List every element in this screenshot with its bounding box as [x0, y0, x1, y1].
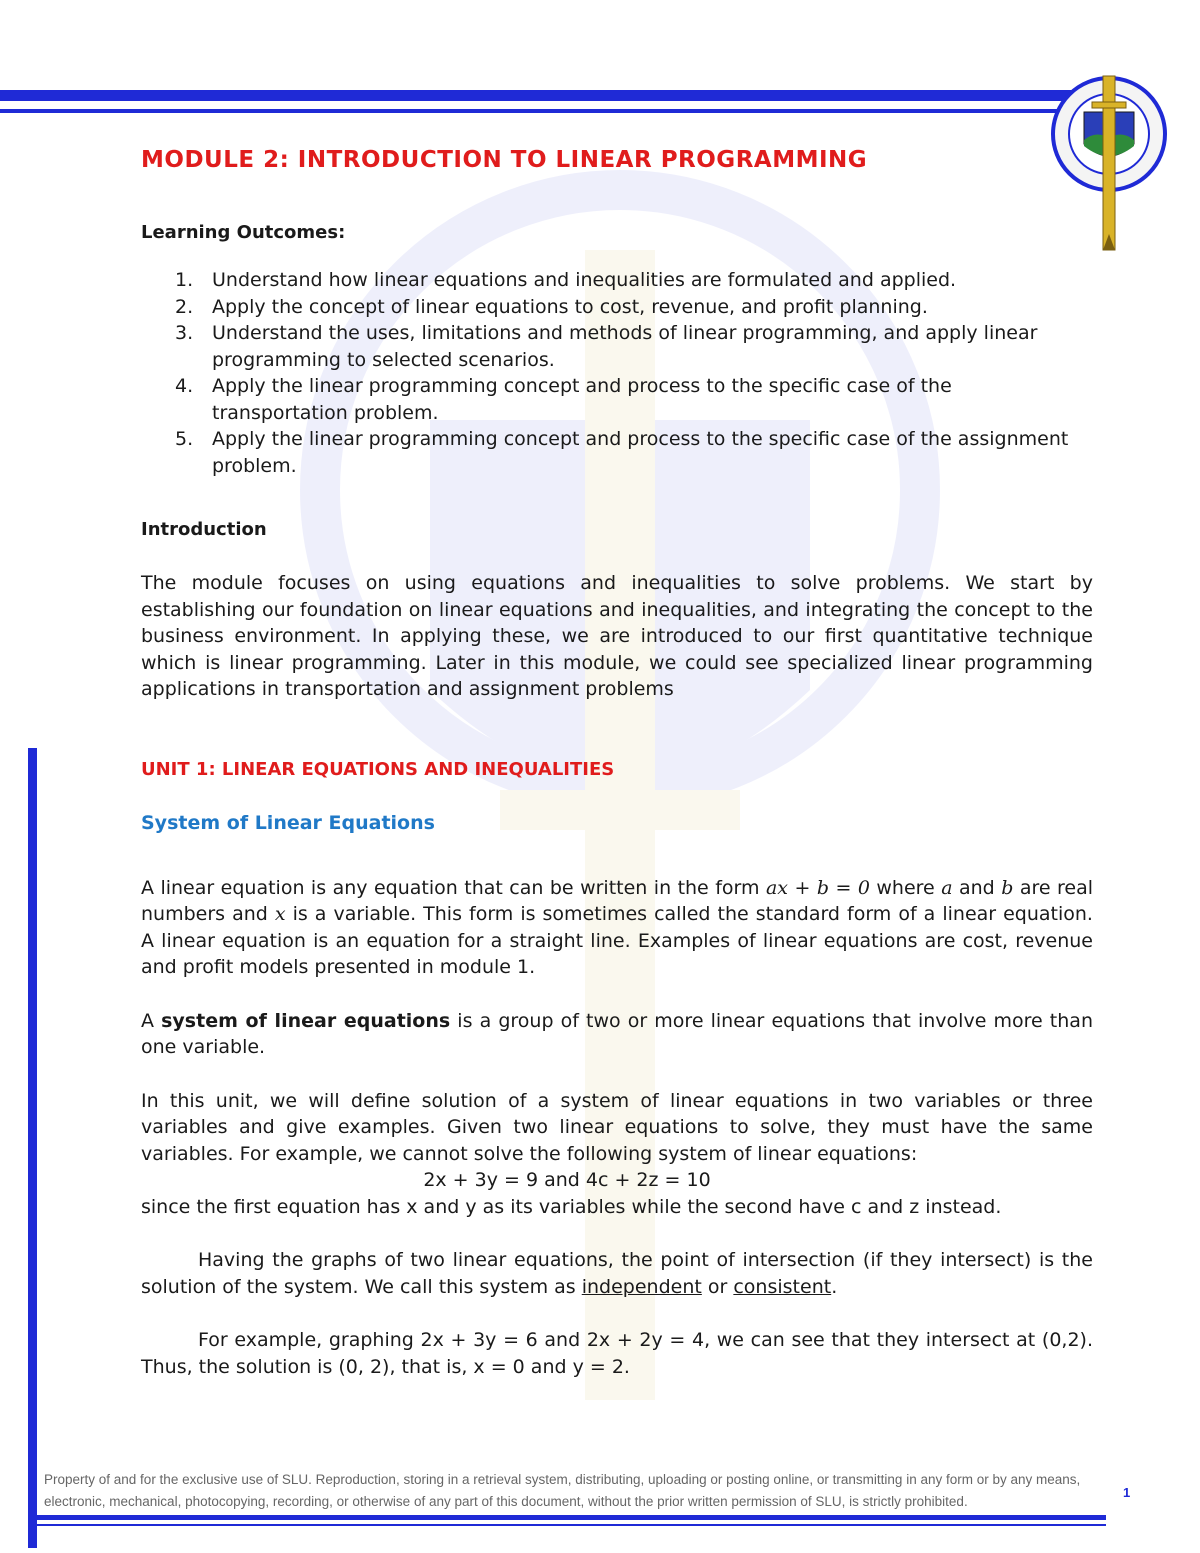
- list-number: 4.: [175, 375, 194, 397]
- standard-form-formula: ax + b = 0: [765, 876, 870, 899]
- example-equation: 2x + 3y = 9 and 4c + 2z = 10: [423, 1169, 711, 1191]
- list-number: 1.: [175, 269, 194, 291]
- bold-term: system of linear equations: [161, 1009, 451, 1032]
- list-item: [141, 267, 1093, 294]
- list-text: Apply the linear programming concept and process to the specific case of the transportation problem.: [212, 375, 952, 424]
- text-run: Having the graphs of two linear equations, the point of intersection (if they intersect) is the solution of the system. We call this system as: [141, 1249, 1093, 1298]
- left-margin-rule: [28, 748, 37, 1548]
- list-text: Understand how linear equations and inequalities are formulated and applied.: [212, 269, 957, 291]
- footer-rule-thin: [34, 1524, 1106, 1526]
- page-number: 1: [1123, 1485, 1131, 1500]
- list-item: [141, 294, 1093, 321]
- text-run: are real numbers and: [141, 876, 1094, 925]
- list-number: 2.: [175, 295, 194, 318]
- system-definition: [141, 1008, 1093, 1061]
- header-rule-thick: [0, 90, 1085, 101]
- list-number: 5.: [175, 428, 194, 450]
- example-paragraph: For example, graphing 2x + 3y = 6 and 2x + 2y = 4, we can see that they intersect at (0,2). Thus, the solution is (0, 2), that is, x = 0 and y = 2.: [141, 1329, 1093, 1378]
- list-item: [141, 373, 1093, 426]
- header-rule-thin: [0, 109, 1085, 113]
- text-run: is a group of two or more linear equations that involve more than one variable.: [141, 1009, 1093, 1058]
- variable-x: x: [274, 903, 286, 925]
- equation-explanation: since the first equation has x and y as its variables while the second have c and z instead.: [141, 1195, 1002, 1218]
- text-run: .: [831, 1275, 838, 1298]
- text-run: is a variable. This form is sometimes called the standard form of a linear equation. A linear equation is an equation for a straight line. Examples of linear equations are cost, revenue and profit models presented in module 1.: [141, 903, 1093, 978]
- variable-a: a: [941, 876, 953, 899]
- document-body: [141, 140, 1093, 1380]
- list-text: Apply the linear programming concept and process to the specific case of the assignment problem.: [212, 428, 1069, 477]
- learning-outcomes-heading: Learning Outcomes:: [141, 222, 346, 243]
- text-run: A: [141, 1009, 162, 1032]
- text-run: A linear equation is any equation that can be written in the form: [141, 876, 766, 899]
- text-run: where: [869, 876, 942, 899]
- variable-b: b: [1001, 876, 1014, 899]
- footer-rule-thick: [34, 1515, 1106, 1520]
- intersection-paragraph: [141, 1247, 1093, 1300]
- term-consistent: consistent: [733, 1275, 832, 1298]
- copyright-notice: Property of and for the exclusive use of SLU. Reproduction, storing in a retrieval system, distributing, uploading or posting online, or transmitting in any form or by any means, electronic, mechanical, photocopying, recording, or otherwise of any part of this document, without the prior written permission of SLU, is strictly prohibited.: [44, 1472, 1081, 1509]
- module-title: MODULE 2: INTRODUCTION TO LINEAR PROGRAMMING: [141, 147, 868, 173]
- unit-overview-paragraph: In this unit, we will define solution of a system of linear equations in two variables or three variables and give examples. Given two linear equations to solve, they must have the same variables. For example, we cannot solve the following system of linear equations:: [141, 1089, 1093, 1165]
- text-run: and: [952, 876, 1002, 899]
- section-title: System of Linear Equations: [141, 811, 435, 834]
- list-number: 3.: [175, 322, 194, 344]
- introduction-paragraph: The module focuses on using equations and inequalities to solve problems. We start by establishing our foundation on linear equations and inequalities, and integrating the concept to the business environment. In applying these, we are introduced to our first quantitative technique which is linear programming. Later in this module, we could see specialized linear programming applications in transportation and assignment problems: [141, 572, 1093, 700]
- list-text: Understand the uses, limitations and methods of linear programming, and apply linear programming to selected scenarios.: [212, 322, 1038, 371]
- list-item: [141, 426, 1093, 479]
- unit-title: UNIT 1: LINEAR EQUATIONS AND INEQUALITIES: [141, 758, 615, 780]
- learning-outcomes-list: [141, 267, 1093, 479]
- list-text: Apply the concept of linear equations to cost, revenue, and profit planning.: [212, 295, 928, 318]
- term-independent: independent: [581, 1275, 702, 1298]
- introduction-heading: Introduction: [141, 519, 267, 540]
- text-run: or: [701, 1275, 734, 1298]
- list-item: [141, 320, 1093, 373]
- linear-equation-definition: [141, 875, 1093, 981]
